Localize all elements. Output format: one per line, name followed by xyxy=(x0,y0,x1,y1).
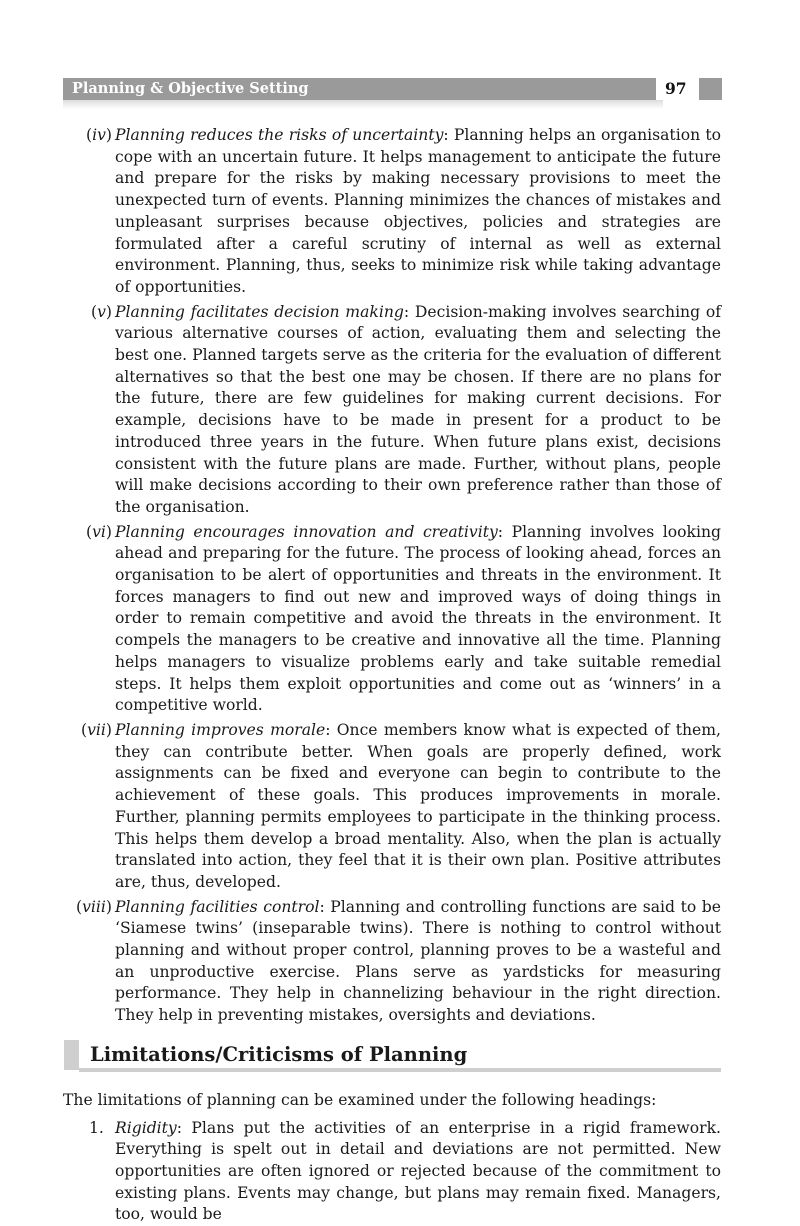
page-body xyxy=(63,125,721,1226)
item-numeral: (iv) xyxy=(86,126,112,144)
item-number: 1. xyxy=(89,1118,104,1137)
list-item-v xyxy=(63,302,721,519)
item-label: Planning facilities control xyxy=(115,897,320,916)
item-text: : Planning helps an organisation to cope with an uncertain future. It helps management to anticipate the future and prepare for the risks by making necessary provisions to meet the unexpected turn of events. Planning minimizes the chances of mistakes and unpleasant surprises because objectives, policies and strategies are formulated after a careful scrutiny of internal as well as external environment. Planning, thus, seeks to minimize risk while taking advantage of opportunities. xyxy=(115,126,721,296)
item-numeral: (v) xyxy=(91,302,112,321)
item-numeral: (vii) xyxy=(81,720,112,739)
item-numeral: (vi) xyxy=(86,522,112,541)
list-item-iv xyxy=(63,125,721,299)
list-item-viii xyxy=(63,897,721,1027)
item-text: : Plans put the activities of an enterprise in a rigid framework. Everything is spelt out in detail and deviations are not permitted. New opportunities are often ignored or rejected because of the commitment to existing plans. Events may change, but plans may remain fixed. Managers, too, would be xyxy=(115,1118,721,1224)
item-label: Planning facilitates decision making xyxy=(115,302,404,321)
heading-tab xyxy=(64,1040,79,1070)
section-intro: The limitations of planning can be examined under the following headings: xyxy=(63,1090,657,1109)
page-number: 97 xyxy=(665,79,687,98)
section-heading xyxy=(64,1040,721,1070)
list-item-vi xyxy=(63,522,721,717)
item-label: Rigidity xyxy=(115,1118,177,1137)
item-label: Planning reduces the risks of uncertainty xyxy=(115,126,444,144)
section-title: Limitations/Criticisms of Planning xyxy=(90,1042,468,1066)
item-label: Planning improves morale xyxy=(115,720,326,739)
header-shadow xyxy=(63,100,663,109)
item-text: : Decision-making involves searching of various alternative courses of action, evaluating them and selecting the best one. Planned targets serve as the criteria for the evaluation of different alternatives so that the best one may be chosen. If there are no plans for the future, there are few guidelines for making current decisions. For example, decisions have to be made in present for a product to be introduced three years in the future. When future plans exist, decisions consistent with the future plans are made. Further, without plans, people will make decisions according to their own preference rather than those of the organisation. xyxy=(115,302,721,516)
item-text: : Once members know what is expected of them, they can contribute better. When goals are properly defined, work assignments can be fixed and everyone can begin to contribute to the achievement of these goals. This produces improvements in morale. Further, planning permits employees to participate in the thinking process. This helps them develop a broad mentality. Also, when the plan is actually translated into action, they feel that it is their own plan. Positive attributes are, thus, developed. xyxy=(115,720,721,891)
item-text: : Planning and controlling functions are said to be ‘Siamese twins’ (inseparable twins). There is nothing to control without planning and without proper control, planning proves to be a wasteful and an unproductive exercise. Plans serve as yardsticks for measuring performance. They help in channelizing behaviour in the right direction. They help in preventing mistakes, oversights and deviations. xyxy=(115,897,721,1025)
header-tab xyxy=(699,78,722,100)
heading-rule xyxy=(79,1068,721,1072)
item-numeral: (viii) xyxy=(76,897,112,916)
running-header xyxy=(63,78,722,102)
list-item-vii xyxy=(63,720,721,894)
item-label: Planning encourages innovation and creativity xyxy=(115,522,498,541)
numbered-item-1 xyxy=(63,1118,721,1226)
item-text: : Planning involves looking ahead and preparing for the future. The process of looking ahead, forces an organisation to be alert of opportunities and threats in the environment. It forces managers to find out new and improved ways of doing things in order to remain competitive and avoid the threats in the environment. It compels the managers to be creative and innovative all the time. Planning helps managers to visualize problems early and take suitable remedial steps. It helps them exploit opportunities and come out as ‘winners’ in a competitive world. xyxy=(115,522,721,715)
chapter-title: Planning & Objective Setting xyxy=(72,80,309,97)
